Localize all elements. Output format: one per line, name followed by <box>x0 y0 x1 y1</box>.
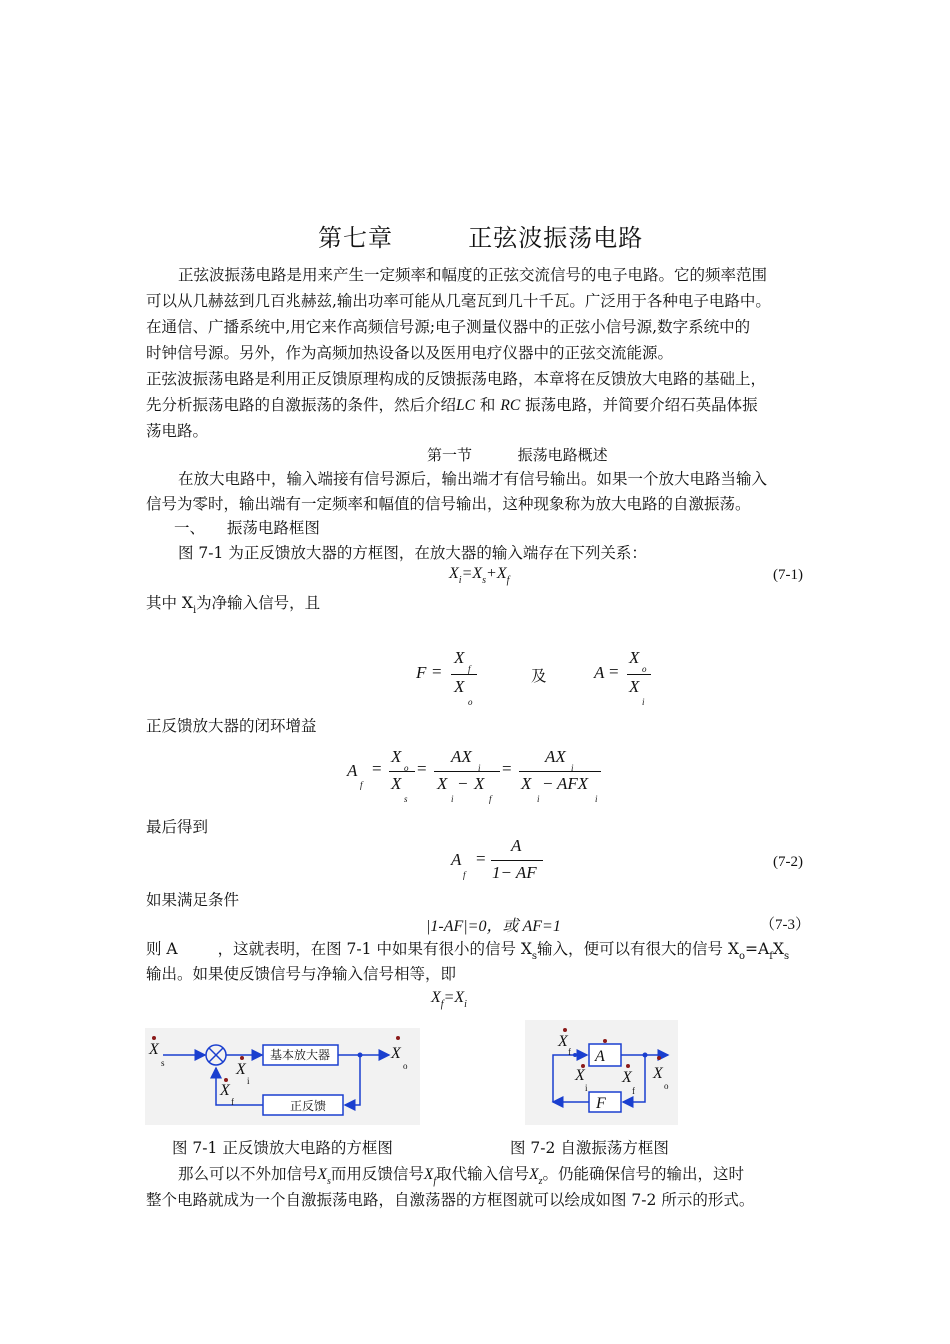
para4-text: 其中 X <box>146 594 193 612</box>
para2-line-1: 在放大电路中，输入端接有信号源后，输出端才有信号输出。如果一个放大电路当输入 <box>178 470 768 488</box>
label-xf-sub: f <box>231 1097 234 1107</box>
eq1-sub-i: i <box>458 575 462 586</box>
feedback-label: 正反馈 <box>290 1099 327 1113</box>
eqF-F: F <box>416 663 427 682</box>
chapter-title <box>318 218 643 253</box>
intro-line-6 <box>146 393 758 418</box>
para5-sub-o: o <box>739 951 746 962</box>
eqA-frac-line <box>627 674 651 675</box>
eqAf-A: A <box>347 761 358 780</box>
para2-line-2: 信号为零时，输出端有一定频率和幅值的信号输出，这种现象称为放大电路的自激振荡。 <box>146 495 751 513</box>
eqF-eq: = <box>432 662 442 681</box>
figure-7-1-caption: 图 7-1 正反馈放大电路的方框图 <box>172 1139 393 1157</box>
eq1-xs: =X <box>461 565 483 582</box>
block-a <box>589 1044 621 1066</box>
section-number: 第一节 <box>427 446 473 464</box>
intro-line-7: 荡电路。 <box>146 422 209 440</box>
eqA-eq: = <box>609 662 619 681</box>
para4-sub: i <box>192 605 197 616</box>
eqA-num-sub-o: o <box>642 664 647 674</box>
eq4 <box>431 989 467 1010</box>
label-xs-sub: s <box>161 1058 165 1068</box>
eq2-den: 1− AF <box>492 863 537 882</box>
fig2-label-xf-sub: f <box>568 1047 571 1057</box>
block-a-label: A <box>595 1048 605 1065</box>
fig2-label-xf2: X <box>622 1069 632 1086</box>
para5-sub-s: s <box>531 951 538 962</box>
intro-line-2: 可以从几赫兹到几百兆赫兹,输出功率可能从几毫瓦到几十千瓦。广泛用于各种电子电路中。 <box>146 292 771 310</box>
para6-xf: X <box>423 1166 434 1183</box>
intro-line-5: 正弦波振荡电路是利用正反馈原理构成的反馈振荡电路，本章将在反馈放大电路的基础上， <box>146 370 767 388</box>
fig2-label-xo: X <box>653 1065 663 1082</box>
eqAf-sub-s: s <box>404 794 408 804</box>
para5-sub-f: f <box>769 951 773 962</box>
eqAf-sub-i3: i <box>571 763 574 773</box>
para4-text-b: 为净输入信号，且 <box>196 594 321 612</box>
eqAf-minus2: − <box>543 774 553 793</box>
fig2-label-xi: X <box>575 1067 585 1084</box>
eq3: |1-AF|=0，或 AF=1 <box>426 918 561 935</box>
eq-number-7-2: (7-2) <box>773 854 803 870</box>
chapter-number: 第七章 <box>318 224 393 252</box>
intro-line-6a: 先分析振荡电路的自激振荡的条件，然后介绍 <box>146 396 457 414</box>
para6-xz: X <box>529 1166 539 1183</box>
eqAf-line2 <box>434 771 500 772</box>
fig2-label-xi-sub: i <box>585 1083 588 1093</box>
eqF-num-x: X <box>454 648 465 667</box>
figure-7-1 <box>145 1028 420 1125</box>
figure-7-1-diagram <box>145 1028 420 1125</box>
eqA-A: A <box>594 663 605 682</box>
subsection-heading <box>174 516 320 541</box>
eq4-sub-f: f <box>440 999 444 1010</box>
eqAf-sub-f2: f <box>489 794 492 804</box>
eq2-sub-f: f <box>463 870 466 880</box>
block-f-label: F <box>596 1095 606 1112</box>
eqAf-afx: AFX <box>557 774 589 793</box>
para5-line-2: 输出。如果使反馈信号与净输入信号相等，即 <box>146 965 457 983</box>
para5-d: =A <box>745 940 770 958</box>
eqAf-line3 <box>519 771 601 772</box>
eqA-den-sub-i: i <box>642 697 645 707</box>
eqF-den-x: X <box>454 677 465 696</box>
eq2-num: A <box>511 836 522 855</box>
figure-7-2-diagram <box>525 1020 678 1125</box>
final-label: 最后得到 <box>146 818 209 836</box>
para5-b: ，这就表明，在图 7-1 中如果有很小的信号 X <box>217 940 532 958</box>
label-xf: X <box>220 1082 230 1099</box>
eqAf-x2: X <box>391 774 402 793</box>
para6-sub-z: z <box>538 1176 543 1187</box>
eqAf-ax1: AX <box>451 747 472 766</box>
eqAf-sub-o: o <box>404 763 409 773</box>
para5-sub-s2: s <box>783 951 790 962</box>
label-xi: X <box>236 1061 246 1078</box>
rc-term: RC <box>500 397 521 414</box>
eqA-num-x: X <box>629 648 640 667</box>
para6-d: 。仍能确保信号的输出，这时 <box>542 1165 745 1183</box>
eqF-num-sub-f: f <box>468 664 471 674</box>
fig2-label-xf: X <box>558 1033 568 1050</box>
intro-line-6c: 和 <box>479 396 496 414</box>
fig2-label-xo-sub: o <box>664 1081 669 1091</box>
para5-a: 则 A <box>146 940 178 958</box>
eq1-x: X <box>449 565 459 582</box>
eqAf-sub-i2: i <box>451 794 454 804</box>
para6-b: 而用反馈信号 <box>330 1165 424 1183</box>
eq-number-7-1: (7-1) <box>773 567 803 583</box>
para6-xs: X <box>317 1166 327 1183</box>
eq4-sub-i: i <box>464 999 467 1010</box>
eqA-den-x: X <box>629 677 640 696</box>
equation-7-1 <box>449 565 509 586</box>
subsection-name: 振荡电路框图 <box>226 519 320 537</box>
eq-number-7-3: （7-3） <box>760 917 810 933</box>
eq4-x: X <box>431 989 441 1006</box>
amplifier-label: 基本放大器 <box>269 1048 331 1062</box>
lc-term: LC <box>456 397 475 414</box>
para6-sub-s: s <box>326 1176 331 1187</box>
figure-7-2-caption: 图 7-2 自激振荡方框图 <box>510 1139 669 1157</box>
eqAf-x1: X <box>391 747 402 766</box>
closed-loop-label: 正反馈放大器的闭环增益 <box>146 717 317 735</box>
label-xs: X <box>149 1041 159 1058</box>
section-heading <box>427 443 608 468</box>
label-xo-sub: o <box>403 1061 408 1071</box>
intro-line-3: 在通信、广播系统中,用它来作高频信号源;电子测量仪器中的正弦小信号源,数字系统中的 <box>146 318 751 336</box>
para5-c: 输入，便可以有很大的信号 X <box>537 940 740 958</box>
para6-sub-f: f <box>433 1176 437 1187</box>
eqAf-x5: X <box>521 774 532 793</box>
eq2-eq: = <box>476 849 486 868</box>
eqAf-eq2: = <box>417 759 427 778</box>
eqF-den-sub-o: o <box>468 697 473 707</box>
intro-line-4: 时钟信号源。另外，作为高频加热设备以及医用电疗仪器中的正弦交流能源。 <box>146 344 674 362</box>
eqAf-sub-i1: i <box>478 763 481 773</box>
label-xo: X <box>391 1045 401 1062</box>
eqAf-minus1: − <box>458 774 468 793</box>
eqAf-x3: X <box>437 774 448 793</box>
eqAf-x4: X <box>474 774 485 793</box>
subsection-number: 一、 <box>174 519 206 537</box>
eqAf-sub-i4: i <box>537 794 540 804</box>
para5-e: X <box>772 940 784 958</box>
eqAf-sub-i5: i <box>595 794 598 804</box>
eq2-frac-line <box>491 860 543 861</box>
eqAf-sub-f: f <box>360 780 363 790</box>
fig2-label-xf2-sub: f <box>632 1086 635 1096</box>
para4 <box>146 591 320 623</box>
eq1-xf: +X <box>486 565 507 582</box>
figure-7-2 <box>525 1020 678 1125</box>
eqAf-eq3: = <box>502 759 512 778</box>
para6-a: 那么可以不外加信号 <box>178 1165 318 1183</box>
intro-line-6e: 振荡电路，并简要介绍石英晶体振 <box>525 396 758 414</box>
section-name: 振荡电路概述 <box>517 446 608 464</box>
eqF-and: 及 <box>531 667 547 685</box>
eqF-frac-line <box>451 674 477 675</box>
eq4-eq: =X <box>443 989 465 1006</box>
chapter-name: 正弦波振荡电路 <box>468 224 644 252</box>
eq1-sub-f: f <box>506 575 510 586</box>
para3: 图 7-1 为正反馈放大器的方框图，在放大器的输入端存在下列关系： <box>178 544 647 562</box>
eq2-A: A <box>451 850 462 869</box>
eq1-sub-s: s <box>482 575 487 586</box>
eqAf-eq1: = <box>372 759 382 778</box>
intro-line-1: 正弦波振荡电路是用来产生一定频率和幅度的正弦交流信号的电子电路。它的频率范围 <box>178 266 768 284</box>
para6-line-2: 整个电路就成为一个自激振荡电路，自激荡器的方框图就可以绘成如图 7-2 所示的形式。 <box>146 1191 755 1209</box>
eqAf-line1 <box>389 771 415 772</box>
label-xi-sub: i <box>247 1076 250 1086</box>
para6-c: 取代输入信号 <box>436 1165 530 1183</box>
cond-label: 如果满足条件 <box>146 891 240 909</box>
eqAf-ax2: AX <box>545 747 566 766</box>
